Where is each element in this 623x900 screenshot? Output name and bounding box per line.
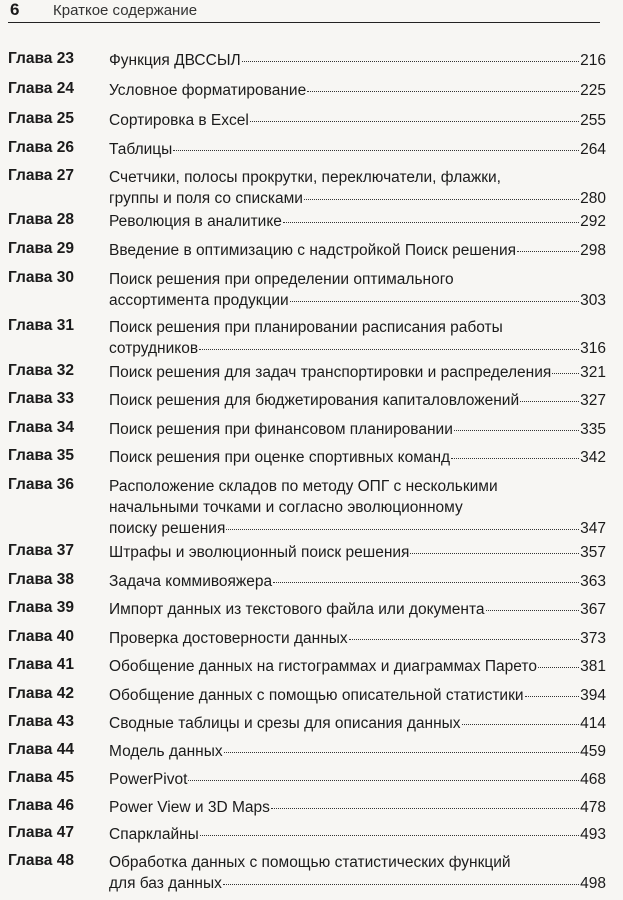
chapter-title bbox=[109, 476, 606, 539]
chapter-title-line: Поиск решения при определении оптимального bbox=[109, 271, 454, 288]
chapter-title bbox=[109, 167, 606, 209]
chapter-title bbox=[109, 628, 606, 649]
chapter-title-text: Сортировка в Excel bbox=[109, 112, 249, 129]
chapter-page: 342 bbox=[580, 449, 606, 466]
chapter-title-text: Обобщение данных с помощью описательной статистики bbox=[109, 687, 524, 704]
chapter-title bbox=[109, 852, 606, 894]
leader-dots bbox=[552, 373, 579, 374]
chapter-title-text: сотрудников bbox=[109, 340, 199, 357]
chapter-page: 493 bbox=[580, 826, 606, 843]
chapter-title-text: Задача коммивояжера bbox=[109, 573, 273, 590]
chapter-title bbox=[109, 80, 606, 101]
chapter-page: 327 bbox=[580, 392, 606, 409]
leader-dots bbox=[223, 884, 579, 885]
chapter-title-line: начальными точками и согласно эволюционному bbox=[109, 499, 463, 516]
chapter-title bbox=[109, 419, 606, 440]
leader-dots bbox=[525, 696, 580, 697]
chapter-title-text: Проверка достоверности данных bbox=[109, 630, 348, 647]
leader-dots bbox=[349, 639, 579, 640]
chapter-title bbox=[109, 656, 606, 677]
chapter-page: 381 bbox=[580, 658, 606, 675]
leader-dots bbox=[188, 780, 579, 781]
chapter-title bbox=[109, 317, 606, 359]
page-number: 6 bbox=[10, 0, 20, 19]
chapter-title bbox=[109, 769, 606, 790]
chapter-page: 394 bbox=[580, 687, 606, 704]
chapter-page: 298 bbox=[580, 242, 606, 259]
chapter-title bbox=[109, 713, 606, 734]
chapter-label: Глава 32 bbox=[8, 362, 74, 379]
leader-dots bbox=[517, 251, 579, 252]
chapter-page: 357 bbox=[580, 544, 606, 561]
chapter-title-text: Power View и 3D Maps bbox=[109, 799, 270, 816]
leader-dots bbox=[451, 458, 579, 459]
chapter-title-text: поиску решения bbox=[109, 520, 226, 537]
leader-dots bbox=[283, 222, 579, 223]
chapter-title bbox=[109, 50, 606, 71]
chapter-title bbox=[109, 211, 606, 232]
chapter-label: Глава 35 bbox=[8, 447, 74, 464]
leader-dots bbox=[226, 529, 579, 530]
chapter-label: Глава 28 bbox=[8, 211, 74, 228]
chapter-label: Глава 47 bbox=[8, 824, 74, 841]
leader-dots bbox=[271, 808, 579, 809]
chapter-title bbox=[109, 139, 606, 160]
leader-dots bbox=[173, 150, 579, 151]
chapter-title bbox=[109, 362, 606, 383]
chapter-title bbox=[109, 390, 606, 411]
chapter-title-line: Счетчики, полосы прокрутки, переключатели, флажки, bbox=[109, 169, 501, 186]
chapter-title-text: PowerPivot bbox=[109, 771, 188, 788]
chapter-label: Глава 33 bbox=[8, 390, 74, 407]
chapter-title-text: Поиск решения при финансовом планировании bbox=[109, 421, 453, 438]
chapter-title-text: Поиск решения при оценке спортивных команд bbox=[109, 449, 451, 466]
leader-dots bbox=[538, 667, 579, 668]
chapter-title-text: Введение в оптимизацию с надстройкой Поиск решения bbox=[109, 242, 517, 259]
chapter-page: 335 bbox=[580, 421, 606, 438]
chapter-label: Глава 36 bbox=[8, 476, 74, 493]
chapter-label: Глава 30 bbox=[8, 269, 74, 286]
chapter-title bbox=[109, 571, 606, 592]
chapter-label: Глава 42 bbox=[8, 685, 74, 702]
chapter-page: 321 bbox=[580, 364, 606, 381]
chapter-label: Глава 24 bbox=[8, 80, 74, 97]
chapter-title-line: Обработка данных с помощью статистических функций bbox=[109, 854, 511, 871]
chapter-label: Глава 29 bbox=[8, 240, 74, 257]
chapter-title bbox=[109, 797, 606, 818]
chapter-title bbox=[109, 110, 606, 131]
leader-dots bbox=[304, 199, 579, 200]
leader-dots bbox=[273, 582, 579, 583]
chapter-title-text: Сводные таблицы и срезы для описания данных bbox=[109, 715, 461, 732]
chapter-label: Глава 26 bbox=[8, 139, 74, 156]
chapter-title-text: для баз данных bbox=[109, 875, 222, 892]
leader-dots bbox=[486, 610, 580, 611]
chapter-page: 468 bbox=[580, 771, 606, 788]
chapter-page: 316 bbox=[580, 340, 606, 357]
chapter-label: Глава 48 bbox=[8, 852, 74, 869]
chapter-title-text: группы и поля со списками bbox=[109, 190, 303, 207]
chapter-title-text: Условное форматирование bbox=[109, 82, 307, 99]
running-title: Краткое содержание bbox=[53, 2, 198, 19]
chapter-label: Глава 37 bbox=[8, 542, 74, 559]
leader-dots bbox=[250, 121, 579, 122]
chapter-title-text: Поиск решения для задач транспортировки и распределения bbox=[109, 364, 552, 381]
leader-dots bbox=[462, 724, 580, 725]
leader-dots bbox=[454, 430, 579, 431]
chapter-page: 363 bbox=[580, 573, 606, 590]
chapter-title bbox=[109, 685, 606, 706]
chapter-page: 498 bbox=[580, 875, 606, 892]
chapter-label: Глава 46 bbox=[8, 797, 74, 814]
chapter-page: 264 bbox=[580, 141, 606, 158]
chapter-label: Глава 40 bbox=[8, 628, 74, 645]
leader-dots bbox=[224, 752, 580, 753]
chapter-page: 459 bbox=[580, 743, 606, 760]
chapter-label: Глава 34 bbox=[8, 419, 74, 436]
chapter-title-text: Таблицы bbox=[109, 141, 173, 158]
chapter-title-text: Обобщение данных на гистограммах и диаграммах Парето bbox=[109, 658, 537, 675]
chapter-label: Глава 43 bbox=[8, 713, 74, 730]
chapter-page: 280 bbox=[580, 190, 606, 207]
chapter-title-text: Поиск решения для бюджетирования капиталовложений bbox=[109, 392, 520, 409]
chapter-label: Глава 45 bbox=[8, 769, 74, 786]
chapter-title-text: Революция в аналитике bbox=[109, 213, 282, 230]
chapter-title bbox=[109, 824, 606, 845]
chapter-page: 216 bbox=[580, 52, 606, 69]
chapter-title bbox=[109, 599, 606, 620]
chapter-page: 367 bbox=[580, 601, 606, 618]
leader-dots bbox=[520, 401, 579, 402]
chapter-title-text: Штрафы и эволюционный поиск решения bbox=[109, 544, 410, 561]
leader-dots bbox=[290, 301, 579, 302]
chapter-title-text: Модель данных bbox=[109, 743, 223, 760]
chapter-label: Глава 23 bbox=[8, 50, 74, 67]
leader-dots bbox=[410, 553, 579, 554]
chapter-title bbox=[109, 741, 606, 762]
chapter-page: 225 bbox=[580, 82, 606, 99]
chapter-title bbox=[109, 240, 606, 261]
chapter-label: Глава 39 bbox=[8, 599, 74, 616]
chapter-title-text: Функция ДВССЫЛ bbox=[109, 52, 241, 69]
chapter-page: 303 bbox=[580, 292, 606, 309]
chapter-page: 478 bbox=[580, 799, 606, 816]
chapter-title-line: Поиск решения при планировании расписания работы bbox=[109, 319, 503, 336]
chapter-page: 347 bbox=[580, 520, 606, 537]
chapter-title bbox=[109, 447, 606, 468]
chapter-title bbox=[109, 269, 606, 311]
leader-dots bbox=[242, 61, 579, 62]
chapter-title-line: Расположение складов по методу ОПГ с несколькими bbox=[109, 478, 498, 495]
leader-dots bbox=[200, 835, 579, 836]
chapter-title-text: Импорт данных из текстового файла или документа bbox=[109, 601, 485, 618]
chapter-title-text: Спарклайны bbox=[109, 826, 199, 843]
chapter-page: 414 bbox=[580, 715, 606, 732]
chapter-label: Глава 27 bbox=[8, 167, 74, 184]
chapter-label: Глава 44 bbox=[8, 741, 74, 758]
chapter-page: 292 bbox=[580, 213, 606, 230]
chapter-label: Глава 38 bbox=[8, 571, 74, 588]
chapter-page: 373 bbox=[580, 630, 606, 647]
leader-dots bbox=[199, 349, 579, 350]
chapter-label: Глава 31 bbox=[8, 317, 74, 334]
chapter-page: 255 bbox=[580, 112, 606, 129]
chapter-label: Глава 25 bbox=[8, 110, 74, 127]
leader-dots bbox=[307, 91, 579, 92]
chapter-label: Глава 41 bbox=[8, 656, 74, 673]
chapter-title bbox=[109, 542, 606, 563]
chapter-title-text: ассортимента продукции bbox=[109, 292, 289, 309]
